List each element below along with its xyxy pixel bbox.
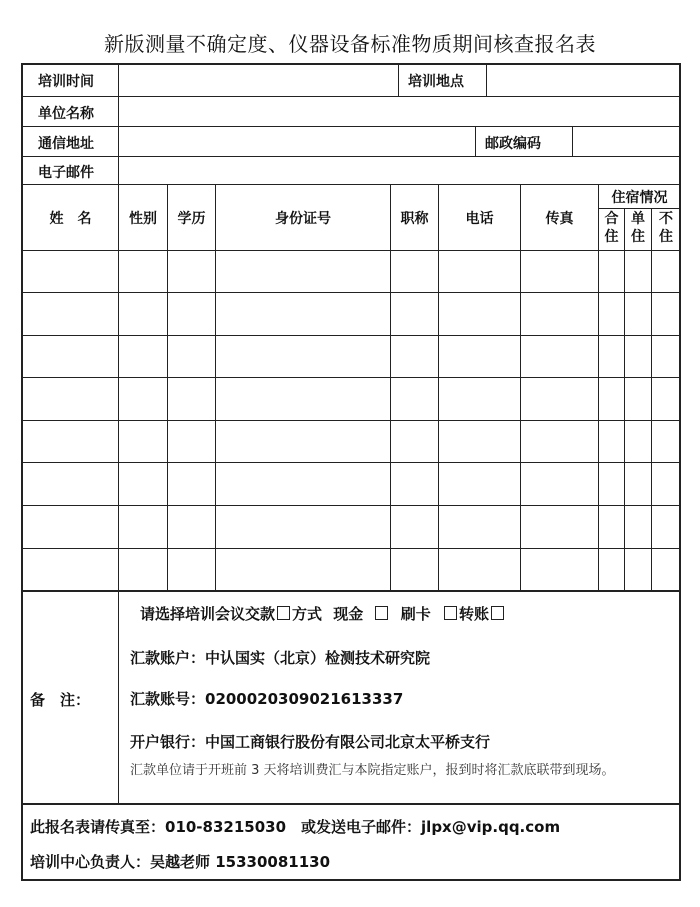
column-divider xyxy=(398,63,399,97)
training-place-label: 培训地点 xyxy=(408,74,464,90)
training-place-field[interactable] xyxy=(488,66,678,95)
row-divider xyxy=(21,184,681,185)
column-divider xyxy=(572,126,573,157)
transfer-after-checkbox[interactable] xyxy=(491,606,504,620)
address-label: 通信地址 xyxy=(38,136,94,152)
postcode-label: 邮政编码 xyxy=(485,136,541,152)
row-divider xyxy=(21,505,681,506)
row-divider xyxy=(21,377,681,378)
payment-method-prompt: 请选择培训会议交款 xyxy=(140,605,276,623)
contact-person: 培训中心负责人：吴越老师 15330081130 xyxy=(30,853,331,871)
row-divider xyxy=(21,462,681,463)
form-title: 新版测量不确定度、仪器设备标准物质期间核查报名表 xyxy=(104,32,596,56)
row-divider xyxy=(21,126,681,127)
column-id-number: 身份证号 xyxy=(275,211,331,227)
row-divider xyxy=(21,420,681,421)
unit-name-field[interactable] xyxy=(120,98,678,125)
column-title: 职称 xyxy=(400,211,429,227)
transfer-checkbox[interactable] xyxy=(444,606,457,620)
column-lodging: 住宿情况 xyxy=(611,190,668,206)
column-divider xyxy=(624,208,625,590)
column-education: 学历 xyxy=(177,211,206,227)
payment-method-line xyxy=(140,603,506,624)
column-name: 姓 名 xyxy=(49,211,92,227)
payment-card-label: 刷卡 xyxy=(400,605,431,623)
row-divider xyxy=(598,208,681,209)
lodging-shared: 合 住 xyxy=(604,211,619,245)
email-label: 电子邮件 xyxy=(38,165,94,181)
row-divider xyxy=(21,803,681,805)
row-divider xyxy=(21,590,681,592)
lodging-none: 不 住 xyxy=(659,211,673,245)
address-field[interactable] xyxy=(120,128,474,155)
column-divider xyxy=(475,126,476,157)
account-number: 汇款账号：0200020309021613337 xyxy=(130,690,404,708)
column-divider xyxy=(118,590,119,804)
cash-checkbox[interactable] xyxy=(375,606,388,620)
unit-name-label: 单位名称 xyxy=(38,106,94,122)
column-phone: 电话 xyxy=(465,211,494,227)
column-divider xyxy=(118,63,119,185)
training-time-label: 培训时间 xyxy=(38,74,94,90)
fax-instructions: 此报名表请传真至：010-83215030 或发送电子邮件：jlpx@vip.qq.com xyxy=(30,818,561,836)
column-divider xyxy=(651,208,652,590)
email-field[interactable] xyxy=(120,158,678,183)
column-gender: 性别 xyxy=(129,211,157,227)
row-divider xyxy=(21,250,681,251)
row-divider xyxy=(21,548,681,549)
checkbox-icon xyxy=(277,606,290,620)
payment-cash-label: 现金 xyxy=(333,605,364,623)
payment-note: 汇款单位请于开班前 3 天将培训费汇与本院指定账户，报到时将汇款底联带到现场。 xyxy=(130,763,615,778)
lodging-single: 单 住 xyxy=(631,211,645,245)
row-divider xyxy=(21,292,681,293)
payment-transfer-label: 转账 xyxy=(459,605,490,623)
remarks-label: 备 注： xyxy=(30,691,91,709)
row-divider xyxy=(21,96,681,97)
bank-name: 开户银行：中国工商银行股份有限公司北京太平桥支行 xyxy=(130,733,491,751)
row-divider xyxy=(21,156,681,157)
payment-method-suffix: 方式 xyxy=(292,605,323,623)
postcode-field[interactable] xyxy=(574,128,678,155)
row-divider xyxy=(21,335,681,336)
training-time-field[interactable] xyxy=(120,66,396,95)
account-name: 汇款账户：中认国实（北京）检测技术研究院 xyxy=(130,649,431,667)
column-divider xyxy=(486,63,487,97)
column-fax: 传真 xyxy=(545,211,574,227)
